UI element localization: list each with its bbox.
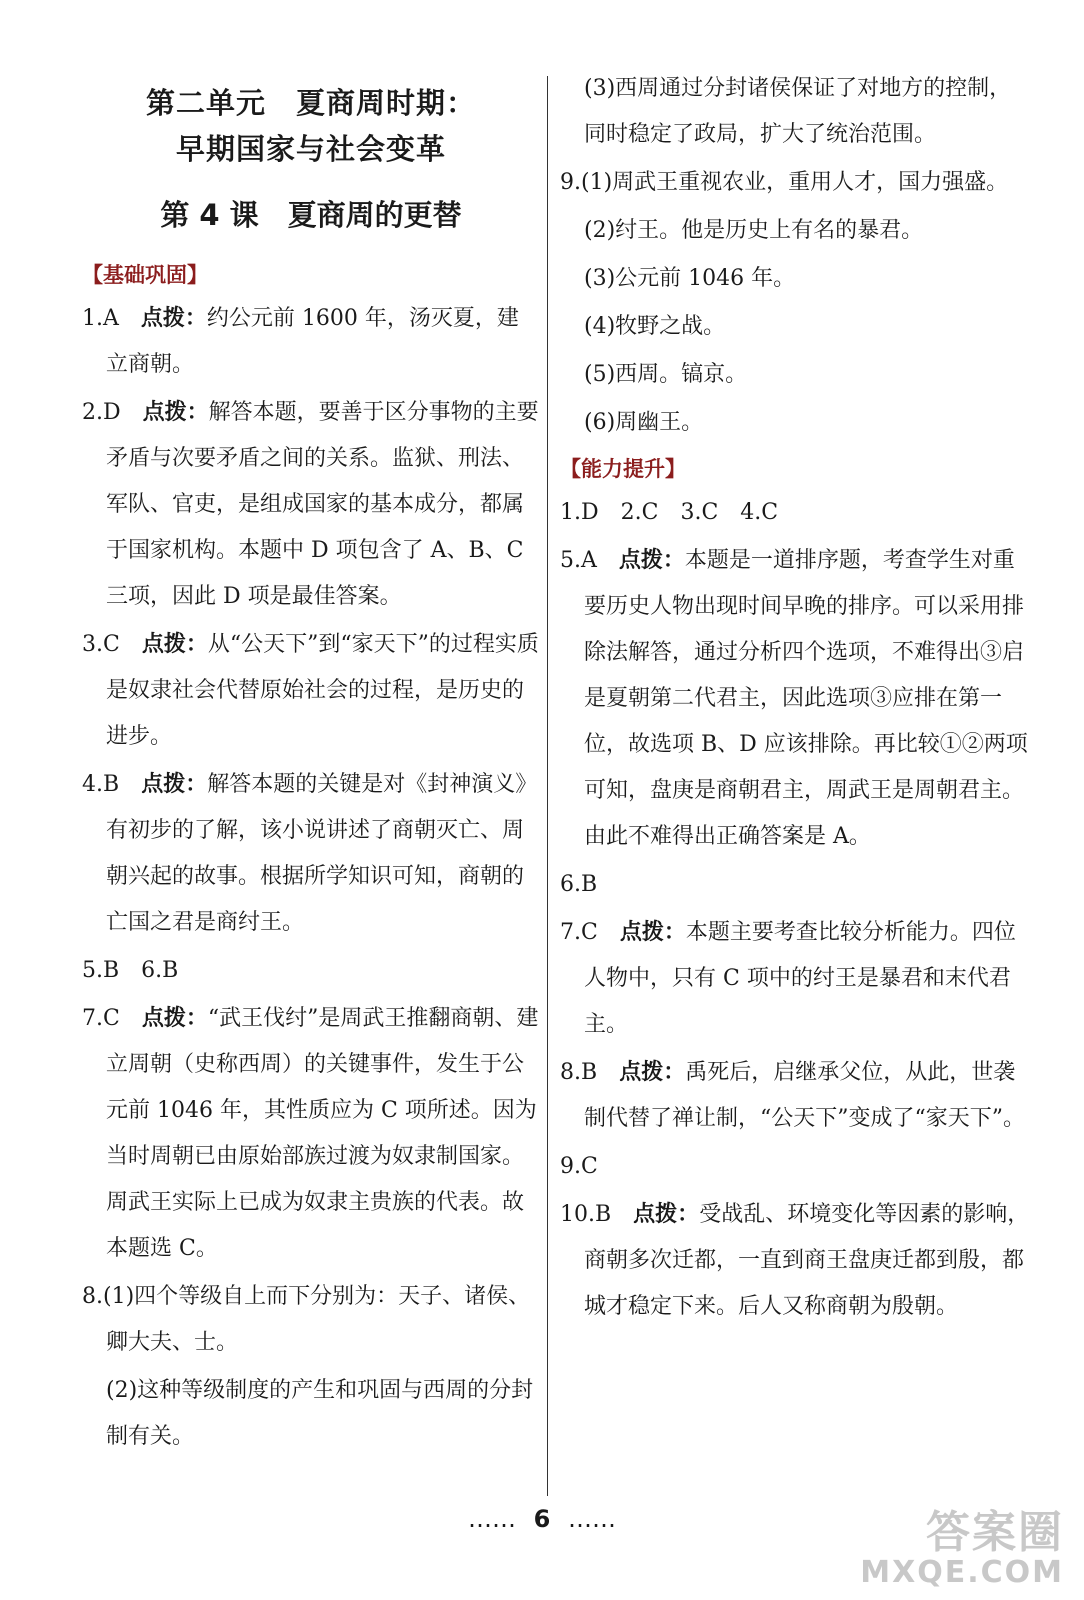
answer-basic-9-part-6: (6)周幽王。 (584, 410, 704, 435)
unit-title-line-2: 早期国家与社会变革 (175, 132, 446, 166)
section-heading-basic: 【基础巩固】 (82, 263, 208, 287)
answer-basic-9-part-3: (3)公元前 1046 年。 (584, 266, 796, 291)
answer-basic-8-part-3: (3)西周通过分封诸侯保证了对地方的控制，同时稳定了政局，扩大了统治范围。 (584, 76, 1012, 147)
answer-basic-1: 1.A 点拨：约公元前 1600 年，汤灭夏，建立商朝。 (82, 306, 519, 377)
lesson-title: 第 4 课 夏商周的更替 (160, 198, 462, 232)
answer-ability-7: 7.C 点拨：本题主要考查比较分析能力。四位人物中，只有 C 项中的纣王是暴君和末代君主。 (560, 920, 1016, 1037)
answer-basic-5-6: 5.B 6.B (82, 958, 179, 983)
answer-ability-6: 6.B (560, 872, 598, 897)
watermark-url: MXQE.COM (860, 1555, 1064, 1590)
watermark-logo-text: 答案圈 (926, 1507, 1064, 1558)
section-heading-ability: 【能力提升】 (560, 457, 686, 481)
answer-basic-9-part-1: 9.(1)周武王重视农业，重用人才，国力强盛。 (560, 170, 1009, 195)
column-divider (547, 76, 548, 1496)
unit-title-line-1: 第二单元 夏商周时期： (145, 86, 476, 120)
footer-dots-right: …… (567, 1505, 616, 1533)
page-number: 6 (533, 1505, 551, 1533)
answer-ability-5: 5.A 点拨：本题是一道排序题，考查学生对重要历史人物出现时间早晚的排序。可以采用排除法解答，通过分析四个选项，不难得出③启是夏朝第二代君主，因此选项③应排在第一位，故选项 B、D 应该排除。再比较①②两项可知，盘庚是商朝君主，周武王是周朝君主。由此不难得出正确答案是 A。 (560, 548, 1028, 849)
answer-basic-3: 3.C 点拨：从“公天下”到“家天下”的过程实质是奴隶社会代替原始社会的过程，是历史的进步。 (82, 632, 539, 749)
answer-basic-4: 4.B 点拨：解答本题的关键是对《封神演义》有初步的了解，该小说讲述了商朝灭亡、周朝兴起的故事。根据所学知识可知，商朝的亡国之君是商纣王。 (82, 772, 538, 935)
answer-ability-10: 10.B 点拨：受战乱、环境变化等因素的影响，商朝多次迁都，一直到商王盘庚迁都到殷，都城才稳定下来。后人又称商朝为殷朝。 (560, 1202, 1030, 1319)
answer-basic-2: 2.D 点拨：解答本题，要善于区分事物的主要矛盾与次要矛盾之间的关系。监狱、刑法、军队、官吏，是组成国家的基本成分，都属于国家机构。本题中 D 项包含了 A、B、C 三项，因此 D 项是最佳答案。 (82, 400, 539, 609)
answer-basic-8-part-2: (2)这种等级制度的产生和巩固与西周的分封制有关。 (106, 1378, 534, 1449)
answer-ability-8: 8.B 点拨：禹死后，启继承父位，从此，世袭制代替了禅让制，“公天下”变成了“家天下”。 (560, 1060, 1025, 1131)
footer-dots-left: …… (468, 1505, 516, 1533)
answer-basic-8-part-1: 8.(1)四个等级自上而下分别为：天子、诸侯、卿大夫、士。 (82, 1284, 531, 1355)
answer-basic-9-part-2: (2)纣王。他是历史上有名的暴君。 (584, 218, 924, 243)
left-column (82, 60, 540, 1462)
answer-basic-9-part-5: (5)西周。镐京。 (584, 362, 748, 387)
answer-ability-1-4: 1.D 2.C 3.C 4.C (560, 500, 779, 525)
answer-basic-7: 7.C 点拨：“武王伐纣”是周武王推翻商朝、建立周朝（史称西周）的关键事件，发生于公元前 1046 年，其性质应为 C 项所述。因为当时周朝已由原始部族过渡为奴隶制国家。周武王实际上已成为奴隶主贵族的代表。故本题选 C。 (82, 1006, 539, 1261)
answer-basic-9-part-4: (4)牧野之战。 (584, 314, 726, 339)
right-column (560, 66, 1030, 1332)
site-watermark (860, 1507, 1064, 1590)
answer-ability-9: 9.C (560, 1154, 598, 1179)
